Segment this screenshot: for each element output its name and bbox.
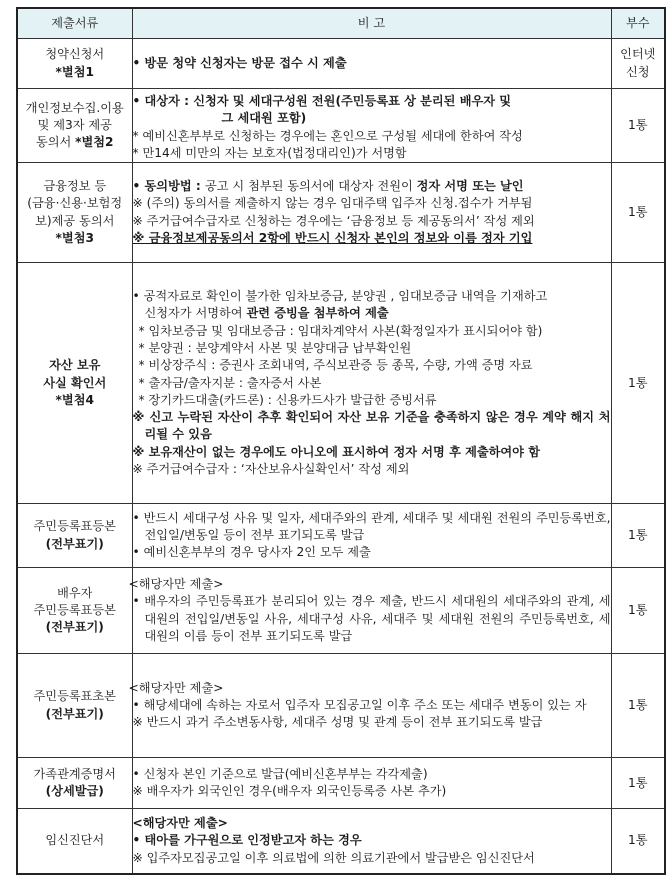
document-name: 주민등록표등본 (전부표기) bbox=[17, 504, 132, 568]
remarks-cell: • 동의방법 : 공고 시 첨부된 동의서에 대상자 전원이 정자 서명 또는 날인 ※ (주의) 동의서를 제출하지 않는 경우 임대주택 입주자 신청.접수가 거부됨 ※ 주거급여수급자로 신청하는 경우에는 ‘금융정보 등 제공동의서’ 작성 제외 ※ 금융정보제공동의서 2항에 반드시 신청자 본인의 정보와 이름 정자 기입 bbox=[132, 163, 611, 263]
table-row bbox=[17, 89, 665, 163]
table-row bbox=[17, 504, 665, 568]
header-remarks: 비 고 bbox=[132, 8, 611, 39]
table-row bbox=[17, 163, 665, 263]
copies-cell: 1통 bbox=[611, 263, 665, 504]
remarks-cell: <해당자만 제출> • 배우자의 주민등록표가 분리되어 있는 경우 제출, 반드시 세대원의 세대주와의 관계, 세대원의 전입일/변동일 사유, 세대구성 사유, 세대주 및 세대원 전원의 주민등록번호, 세대원의 이름 등이 전부 표기되도록 발급 bbox=[132, 568, 611, 654]
header-copies: 부수 bbox=[611, 8, 665, 39]
copies-cell: 1통 bbox=[611, 654, 665, 758]
table-row bbox=[17, 568, 665, 654]
copies-cell: 1통 bbox=[611, 89, 665, 163]
remarks-cell: • 공적자료로 확인이 불가한 임차보증금, 분양권 , 임대보증금 내역을 기재하고 신청자가 서명하여 관련 증빙을 첨부하여 제출 * 임차보증금 및 임대보증금 : 임대차계약서 사본(확정일자가 표시되어야 함) * 분양권 : 분양계약서 사본 및 분양대금 납부확인원 * 비상장주식 : 증권사 조회내역, 주식보관증 등 종목, 수량, 가액 증명 자료 * 출자금/출자지분 : 출자증서 사본 * 장기카드대출(카드론) : 신용카드사가 발급한 증빙서류 ※ 신고 누락된 자산이 추후 확인되어 자산 보유 기준을 충족하지 않은 경우 계약 해지 처리될 수 있음 ※ 보유재산이 없는 경우에도 아니오에 표시하여 정자 서명 후 제출하여야 함 ※ 주거급여수급자 : ‘자산보유사실확인서’ 작성 제외 bbox=[132, 263, 611, 504]
remarks-cell: • 대상자 : 신청자 및 세대구성원 전원(주민등록표 상 분리된 배우자 및 그 세대원 포함) * 예비신혼부부로 신청하는 경우에는 혼인으로 구성될 세대에 한하여 작성 * 만14세 미만의 자는 보호자(법정대리인)가 서명함 bbox=[132, 89, 611, 163]
copies-cell: 1통 bbox=[611, 568, 665, 654]
document-name: 임신진단서 bbox=[17, 809, 132, 874]
document-name: 개인정보수집.이용 및 제3자 제공 동의서 *별첨2 bbox=[17, 89, 132, 163]
remarks-cell: • 반드시 세대구성 사유 및 일자, 세대주와의 관계, 세대주 및 세대원 전원의 주민등록번호, 전입일/변동일 등이 전부 표기되도록 발급 • 예비신혼부부의 경우 당사자 2인 모두 제출 bbox=[132, 504, 611, 568]
document-name: 가족관계증명서 (상세발급) bbox=[17, 758, 132, 809]
document-name: 주민등록표초본 (전부표기) bbox=[17, 654, 132, 758]
copies-cell: 1통 bbox=[611, 758, 665, 809]
document-name: 배우자 주민등록표등본 (전부표기) bbox=[17, 568, 132, 654]
remarks-cell: <해당자만 제출> • 태아를 가구원으로 인정받고자 하는 경우 ※ 입주자모집공고일 이후 의료법에 의한 의료기관에서 발급받은 임신진단서 bbox=[132, 809, 611, 874]
header-document: 제출서류 bbox=[17, 8, 132, 39]
table-row bbox=[17, 809, 665, 874]
document-name: 금융정보 등 (금융·신용·보험정 보)제공 동의서 *별첨3 bbox=[17, 163, 132, 263]
required-documents-table bbox=[16, 7, 666, 875]
table-row bbox=[17, 39, 665, 89]
copies-cell: 1통 bbox=[611, 163, 665, 263]
table-row bbox=[17, 263, 665, 504]
copies-cell: 1통 bbox=[611, 809, 665, 874]
table-row bbox=[17, 654, 665, 758]
remarks-cell: • 방문 청약 신청자는 방문 접수 시 제출 bbox=[132, 39, 611, 89]
table-row bbox=[17, 758, 665, 809]
document-name: 청약신청서 *별첨1 bbox=[17, 39, 132, 89]
document-name: 자산 보유 사실 확인서 *별첨4 bbox=[17, 263, 132, 504]
remarks-cell: • 신청자 본인 기준으로 발급(예비신혼부부는 각각제출) ※ 배우자가 외국인인 경우(배우자 외국인등록증 사본 추가) bbox=[132, 758, 611, 809]
copies-cell: 인터넷 신청 bbox=[611, 39, 665, 89]
copies-cell: 1통 bbox=[611, 504, 665, 568]
table-header-row bbox=[17, 8, 665, 39]
remarks-cell: <해당자만 제출> • 해당세대에 속하는 자로서 입주자 모집공고일 이후 주소 또는 세대주 변동이 있는 자 ※ 반드시 과거 주소변동사항, 세대주 성명 및 관계 등이 전부 표기되도록 발급 bbox=[132, 654, 611, 758]
